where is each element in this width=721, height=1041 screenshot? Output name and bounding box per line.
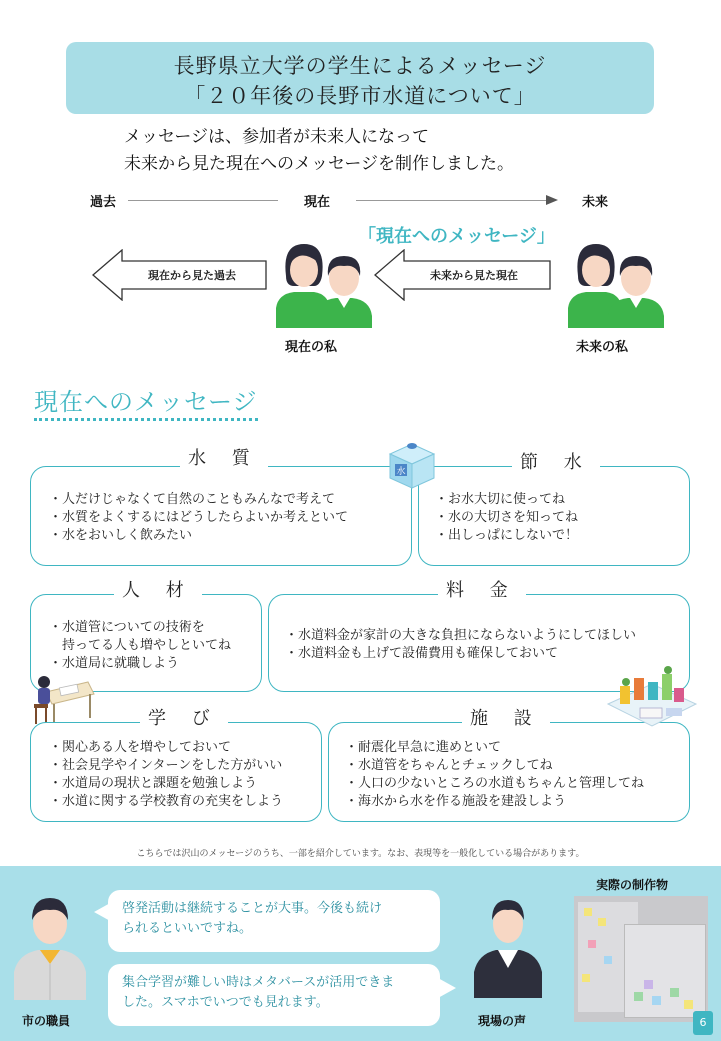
- learning-title: 学 び: [140, 704, 228, 730]
- title-banner: [66, 42, 654, 114]
- future-people-icon: [562, 236, 672, 328]
- production-photo: [574, 896, 708, 1022]
- bubble-2-line-2: した。スマホでいつでも見れます。: [122, 995, 329, 1010]
- city-staff-label: 市の職員: [22, 1014, 71, 1028]
- list-item: ・水道料金が家計の大きな負担にならないようにしてほしい: [285, 628, 637, 643]
- fees-title: 料 金: [438, 576, 526, 602]
- speech-bubble-1: [108, 890, 440, 952]
- bubble-2-tail: [438, 978, 456, 998]
- box-water-quality: [30, 466, 412, 566]
- list-item: ・水道料金も上げて設備費用も確保しておいて: [285, 646, 559, 661]
- box-learning: [30, 722, 322, 822]
- list-item: ・出しっぱにしないで！: [435, 528, 579, 543]
- student-desk-icon: [30, 668, 96, 728]
- intro-line-2: 未来から見た現在へのメッセージを制作しました。: [124, 154, 514, 174]
- list-item: ・耐震化早急に進めといて: [345, 740, 502, 755]
- field-voice-label: 現場の声: [478, 1014, 527, 1028]
- future-me-label: 未来の私: [576, 340, 629, 355]
- list-item: ・水道に関する学校教育の充実をしよう: [49, 794, 284, 809]
- title-line-1: 長野県立大学の学生によるメッセージ: [173, 54, 547, 78]
- list-item: ・水道局に就職しよう: [49, 656, 180, 671]
- facilities-list: [345, 739, 644, 811]
- section-underline: [34, 418, 258, 421]
- speech-bubble-2: [108, 964, 440, 1026]
- box-water-saving: [418, 466, 690, 566]
- list-item: ・お水大切に使ってね: [435, 492, 566, 507]
- human-resources-list: [49, 619, 231, 673]
- field-voice-icon: [470, 894, 546, 998]
- arrow-present-label: 未来から見た現在: [430, 269, 518, 282]
- list-item: 持ってる人も増やしといてね: [49, 638, 232, 653]
- list-item: ・水道管についての技術を: [49, 620, 205, 635]
- page-number: 6: [693, 1011, 713, 1035]
- fees-list: [285, 627, 636, 663]
- timeline-present: 現在: [304, 195, 331, 210]
- footer-panel: [0, 866, 721, 1041]
- list-item: ・社会見学やインターンをした方がいい: [49, 758, 283, 773]
- bubble-2-line-1: 集合学習が難しい時はメタバースが活用できま: [122, 975, 395, 990]
- human-resources-title: 人 材: [114, 576, 202, 602]
- list-item: ・水道局の現状と課題を勉強しよう: [49, 776, 258, 791]
- water-saving-list: [435, 491, 578, 545]
- facilities-title: 施 設: [462, 704, 550, 730]
- list-item: ・水をおいしく飲みたい: [49, 528, 193, 543]
- arrow-past-label: 現在から見た過去: [148, 269, 236, 282]
- list-item: ・水の大切さを知ってね: [435, 510, 579, 525]
- timeline-future: 未来: [582, 195, 609, 210]
- city-staff-icon: [10, 890, 90, 1000]
- timeline-line-right: [356, 200, 548, 201]
- box-facilities: [328, 722, 690, 822]
- list-item: ・人だけじゃなくて自然のこともみんなで考えて: [49, 492, 336, 507]
- present-me-label: 現在の私: [285, 340, 338, 355]
- present-people-icon: [270, 236, 380, 328]
- list-item: ・水道管をちゃんとチェックしてね: [345, 758, 553, 773]
- list-item: ・海水から水を作る施設を建設しよう: [345, 794, 567, 809]
- bubble-1-line-2: られるといいですね。: [122, 921, 253, 936]
- section-title: 現在へのメッセージ: [34, 388, 258, 416]
- list-item: ・水質をよくするにはどうしたらよいか考えといて: [49, 510, 349, 525]
- list-item: ・関心ある人を増やしておいて: [49, 740, 232, 755]
- title-line-2: 「２０年後の長野市水道について」: [184, 84, 536, 108]
- water-saving-title: 節 水: [512, 448, 600, 474]
- svg-text:水: 水: [396, 467, 406, 477]
- message-label: 「現在へのメッセージ」: [358, 226, 555, 247]
- learning-list: [49, 739, 283, 811]
- facilities-city-icon: [604, 664, 700, 734]
- timeline-line-left: [128, 200, 278, 201]
- disclaimer: こちらでは沢山のメッセージのうち、一部を紹介しています。なお、表現等を一般化している場合があります。: [136, 849, 585, 859]
- water-cube-icon: [386, 436, 438, 490]
- photo-title: 実際の制作物: [596, 878, 669, 892]
- bubble-1-line-1: 啓発活動は継続することが大事。今後も続け: [122, 901, 383, 916]
- timeline-past: 過去: [90, 195, 117, 210]
- water-quality-title: 水 質: [180, 444, 268, 470]
- timeline-arrowhead-icon: [546, 195, 558, 205]
- water-quality-list: [49, 491, 348, 545]
- list-item: ・人口の少ないところの水道もちゃんと管理してね: [345, 776, 645, 791]
- intro-line-1: メッセージは、参加者が未来人になって: [124, 127, 429, 147]
